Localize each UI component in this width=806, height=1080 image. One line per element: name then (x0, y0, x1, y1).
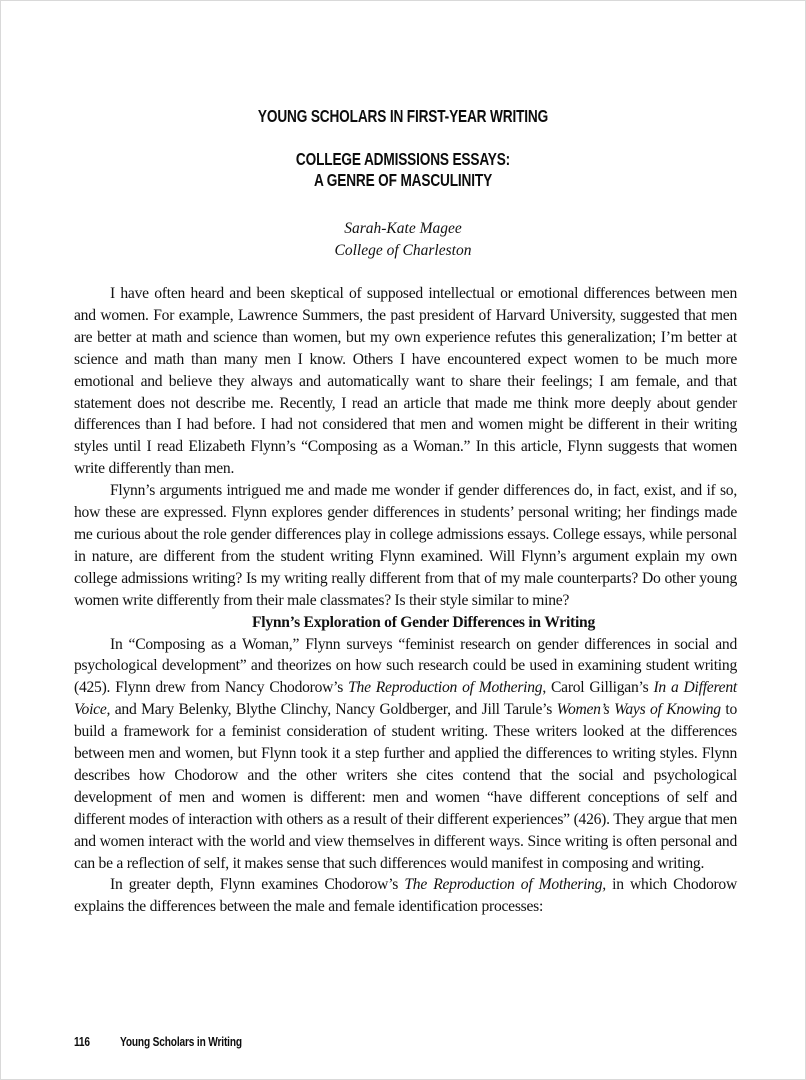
paragraph-3-text-d: to build a framework for a feminist consideration of student writing. These writers looked at the differences between men and women, but Flynn took it a step further and applied the differences to writing styles. Flynn describes how Chodorow and the other writers she cites contend that the social and psychological development of men and women is different: men and women “have different conceptions of self and different modes of interaction with others as a result of their different experiences” (426). They argue that men and women interact with the world and view themselves in different ways. Since writing is often personal and can be a reflection of self, it makes sense that such differences would manifest in composing and writing. (74, 701, 738, 872)
paragraph-3-text-c: and Mary Belenky, Blythe Clinchy, Nancy Goldberger, and Jill Tarule’s (110, 701, 557, 719)
book-title-reproduction-of-mothering-2: The Reproduction of Mothering, (404, 876, 606, 894)
paragraph-3 (74, 634, 737, 875)
paragraph-4-text-a: In greater depth, Flynn examines Chodorow’s (110, 876, 405, 894)
page-number: 116 (74, 1034, 90, 1049)
book-title-reproduction-of-mothering: The Reproduction of Mothering (348, 679, 543, 697)
article-title-line-1: COLLEGE ADMISSIONS ESSAYS: (295, 149, 511, 169)
article-body (74, 283, 737, 918)
running-title: Young Scholars in Writing (120, 1034, 243, 1049)
paragraph-4 (74, 874, 737, 918)
author-block (1, 218, 805, 262)
journal-title: YOUNG SCHOLARS IN FIRST-YEAR WRITING (257, 106, 549, 126)
article-title-line-2: A GENRE OF MASCULINITY (313, 170, 493, 190)
section-heading: Flynn’s Exploration of Gender Differences in Writing (251, 613, 596, 631)
page-footer (74, 1034, 277, 1049)
paragraph-3-text-b: , Carol Gilligan’s (542, 679, 654, 697)
book-title-womens-ways-of-knowing: Women’s Ways of Knowing (556, 701, 721, 719)
paragraph-3-text-a: In “Composing as a Woman,” Flynn surveys “feminist research on gender differences in social and psychological development” and theorizes on how such research could be used in examining student writing (425). Flynn drew from Nancy Chodorow’s (74, 635, 737, 697)
paragraph-1: I have often heard and been skeptical of supposed intellectual or emotional differences between men and women. For example, Lawrence Summers, the past president of Harvard University, suggested that men are better at math and science than women, but my own experience refutes this generalization; I’m better at science and math than many men I know. Others I have encountered expect women to be much more emotional and believe they always and automatically want to share their feelings; I am female, and that statement does not describe me. Recently, I read an article that made me think more deeply about gender differences than I had before. I had not considered that men and women might be different in their writing styles until I read Elizabeth Flynn’s “Composing as a Woman.” In this article, Flynn suggests that women write differently than men. (74, 285, 737, 478)
paragraph-2: Flynn’s arguments intrigued me and made me wonder if gender differences do, in fact, exist, and if so, how these are expressed. Flynn explores gender differences in students’ personal writing; her findings made me curious about the role gender differences play in college admissions essays. College essays, while personal in nature, are different from the student writing Flynn examined. Will Flynn’s argument explain my own college admissions writing? Is my writing really different from that of my male counterparts? Do other young women write differently from their male classmates? Is their style similar to mine? (74, 482, 737, 609)
author-affiliation: College of Charleston (334, 242, 472, 259)
book-title-in-a-different-voice: In a Different Voice, (74, 679, 737, 719)
paragraph-4-text-b: in which Chodorow explains the differences between the male and female identification processes: (74, 876, 737, 916)
article-title (89, 149, 716, 191)
author-name: Sarah-Kate Magee (344, 220, 462, 237)
